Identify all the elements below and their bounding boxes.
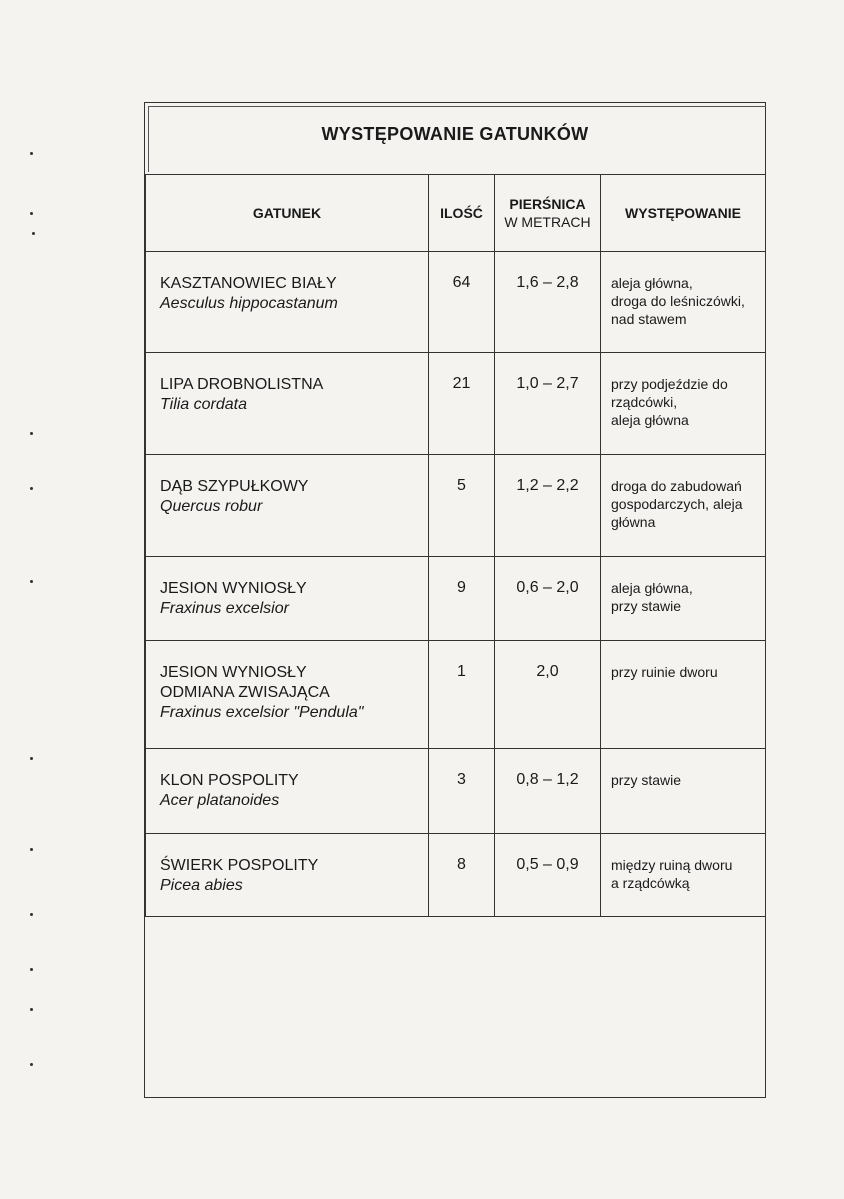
latin-name: Aesculus hippocastanum xyxy=(160,295,338,312)
scan-speck xyxy=(30,848,33,851)
species-cell xyxy=(146,834,429,917)
latin-name: Quercus robur xyxy=(160,498,263,515)
scan-speck xyxy=(30,212,33,215)
scan-speck xyxy=(30,757,33,760)
location-line: a rządcówką xyxy=(611,875,690,891)
species-cell xyxy=(146,455,429,557)
count-cell: 9 xyxy=(429,557,495,641)
table-row xyxy=(146,455,766,557)
header-row xyxy=(146,175,766,252)
count-cell: 64 xyxy=(429,252,495,353)
location-line: aleja główna, xyxy=(611,275,693,291)
location-line: przy podjeździe do xyxy=(611,376,728,392)
girth-cell: 1,2 – 2,2 xyxy=(495,455,601,557)
location-line: aleja główna, xyxy=(611,580,693,596)
location-line: droga do leśniczówki, xyxy=(611,293,745,309)
species-table xyxy=(145,174,766,917)
common-name: JESION WYNIOSŁY xyxy=(160,664,307,681)
common-name: KLON POSPOLITY xyxy=(160,772,299,789)
header-girth xyxy=(495,175,601,252)
location-line: przy ruinie dworu xyxy=(611,664,718,680)
count-cell: 3 xyxy=(429,749,495,834)
page-title: WYSTĘPOWANIE GATUNKÓW xyxy=(321,124,589,144)
location-cell xyxy=(601,641,766,749)
header-count: ILOŚĆ xyxy=(429,175,495,252)
table-row xyxy=(146,557,766,641)
location-cell xyxy=(601,749,766,834)
count-cell: 8 xyxy=(429,834,495,917)
latin-name: Fraxinus excelsior xyxy=(160,600,289,617)
header-species: GATUNEK xyxy=(146,175,429,252)
scan-speck xyxy=(30,432,33,435)
species-cell xyxy=(146,252,429,353)
table-row xyxy=(146,749,766,834)
scan-speck xyxy=(30,1063,33,1066)
table-row xyxy=(146,834,766,917)
common-name-variety: ODMIANA ZWISAJĄCA xyxy=(160,684,330,701)
location-line: przy stawie xyxy=(611,772,682,788)
common-name: JESION WYNIOSŁY xyxy=(160,580,307,597)
girth-cell: 0,8 – 1,2 xyxy=(495,749,601,834)
count-cell: 21 xyxy=(429,353,495,455)
species-cell xyxy=(146,557,429,641)
location-line: aleja główna xyxy=(611,412,689,428)
scan-speck xyxy=(30,913,33,916)
latin-name: Fraxinus excelsior "Pendula" xyxy=(160,704,364,721)
common-name: ŚWIERK POSPOLITY xyxy=(160,857,319,874)
location-cell xyxy=(601,455,766,557)
scan-speck xyxy=(32,232,35,235)
table-row xyxy=(146,252,766,353)
species-cell xyxy=(146,353,429,455)
common-name: KASZTANOWIEC BIAŁY xyxy=(160,275,337,292)
scan-speck xyxy=(30,580,33,583)
header-girth-label: PIERŚNICA xyxy=(509,196,586,212)
scan-speck xyxy=(30,1008,33,1011)
common-name: DĄB SZYPUŁKOWY xyxy=(160,478,309,495)
table-row xyxy=(146,641,766,749)
count-cell: 5 xyxy=(429,455,495,557)
girth-cell: 2,0 xyxy=(495,641,601,749)
header-girth-unit: W METRACH xyxy=(504,214,591,230)
latin-name: Picea abies xyxy=(160,877,243,894)
scan-speck xyxy=(30,968,33,971)
location-cell xyxy=(601,252,766,353)
girth-cell: 0,5 – 0,9 xyxy=(495,834,601,917)
common-name: LIPA DROBNOLISTNA xyxy=(160,376,324,393)
location-line: droga do zabudowań xyxy=(611,478,742,494)
location-line: nad stawem xyxy=(611,311,687,327)
girth-cell: 1,6 – 2,8 xyxy=(495,252,601,353)
location-line: główna xyxy=(611,514,656,530)
count-cell: 1 xyxy=(429,641,495,749)
girth-cell: 1,0 – 2,7 xyxy=(495,353,601,455)
girth-cell: 0,6 – 2,0 xyxy=(495,557,601,641)
location-cell xyxy=(601,557,766,641)
location-line: gospodarczych, aleja xyxy=(611,496,743,512)
latin-name: Tilia cordata xyxy=(160,396,248,413)
location-line: między ruiną dworu xyxy=(611,857,733,873)
table-row xyxy=(146,353,766,455)
scan-speck xyxy=(30,152,33,155)
scan-speck xyxy=(30,487,33,490)
species-cell xyxy=(146,641,429,749)
species-cell xyxy=(146,749,429,834)
location-cell xyxy=(601,834,766,917)
location-line: rządcówki, xyxy=(611,394,678,410)
header-occurrence: WYSTĘPOWANIE xyxy=(601,175,766,252)
latin-name: Acer platanoides xyxy=(160,792,280,809)
location-cell xyxy=(601,353,766,455)
location-line: przy stawie xyxy=(611,598,682,614)
